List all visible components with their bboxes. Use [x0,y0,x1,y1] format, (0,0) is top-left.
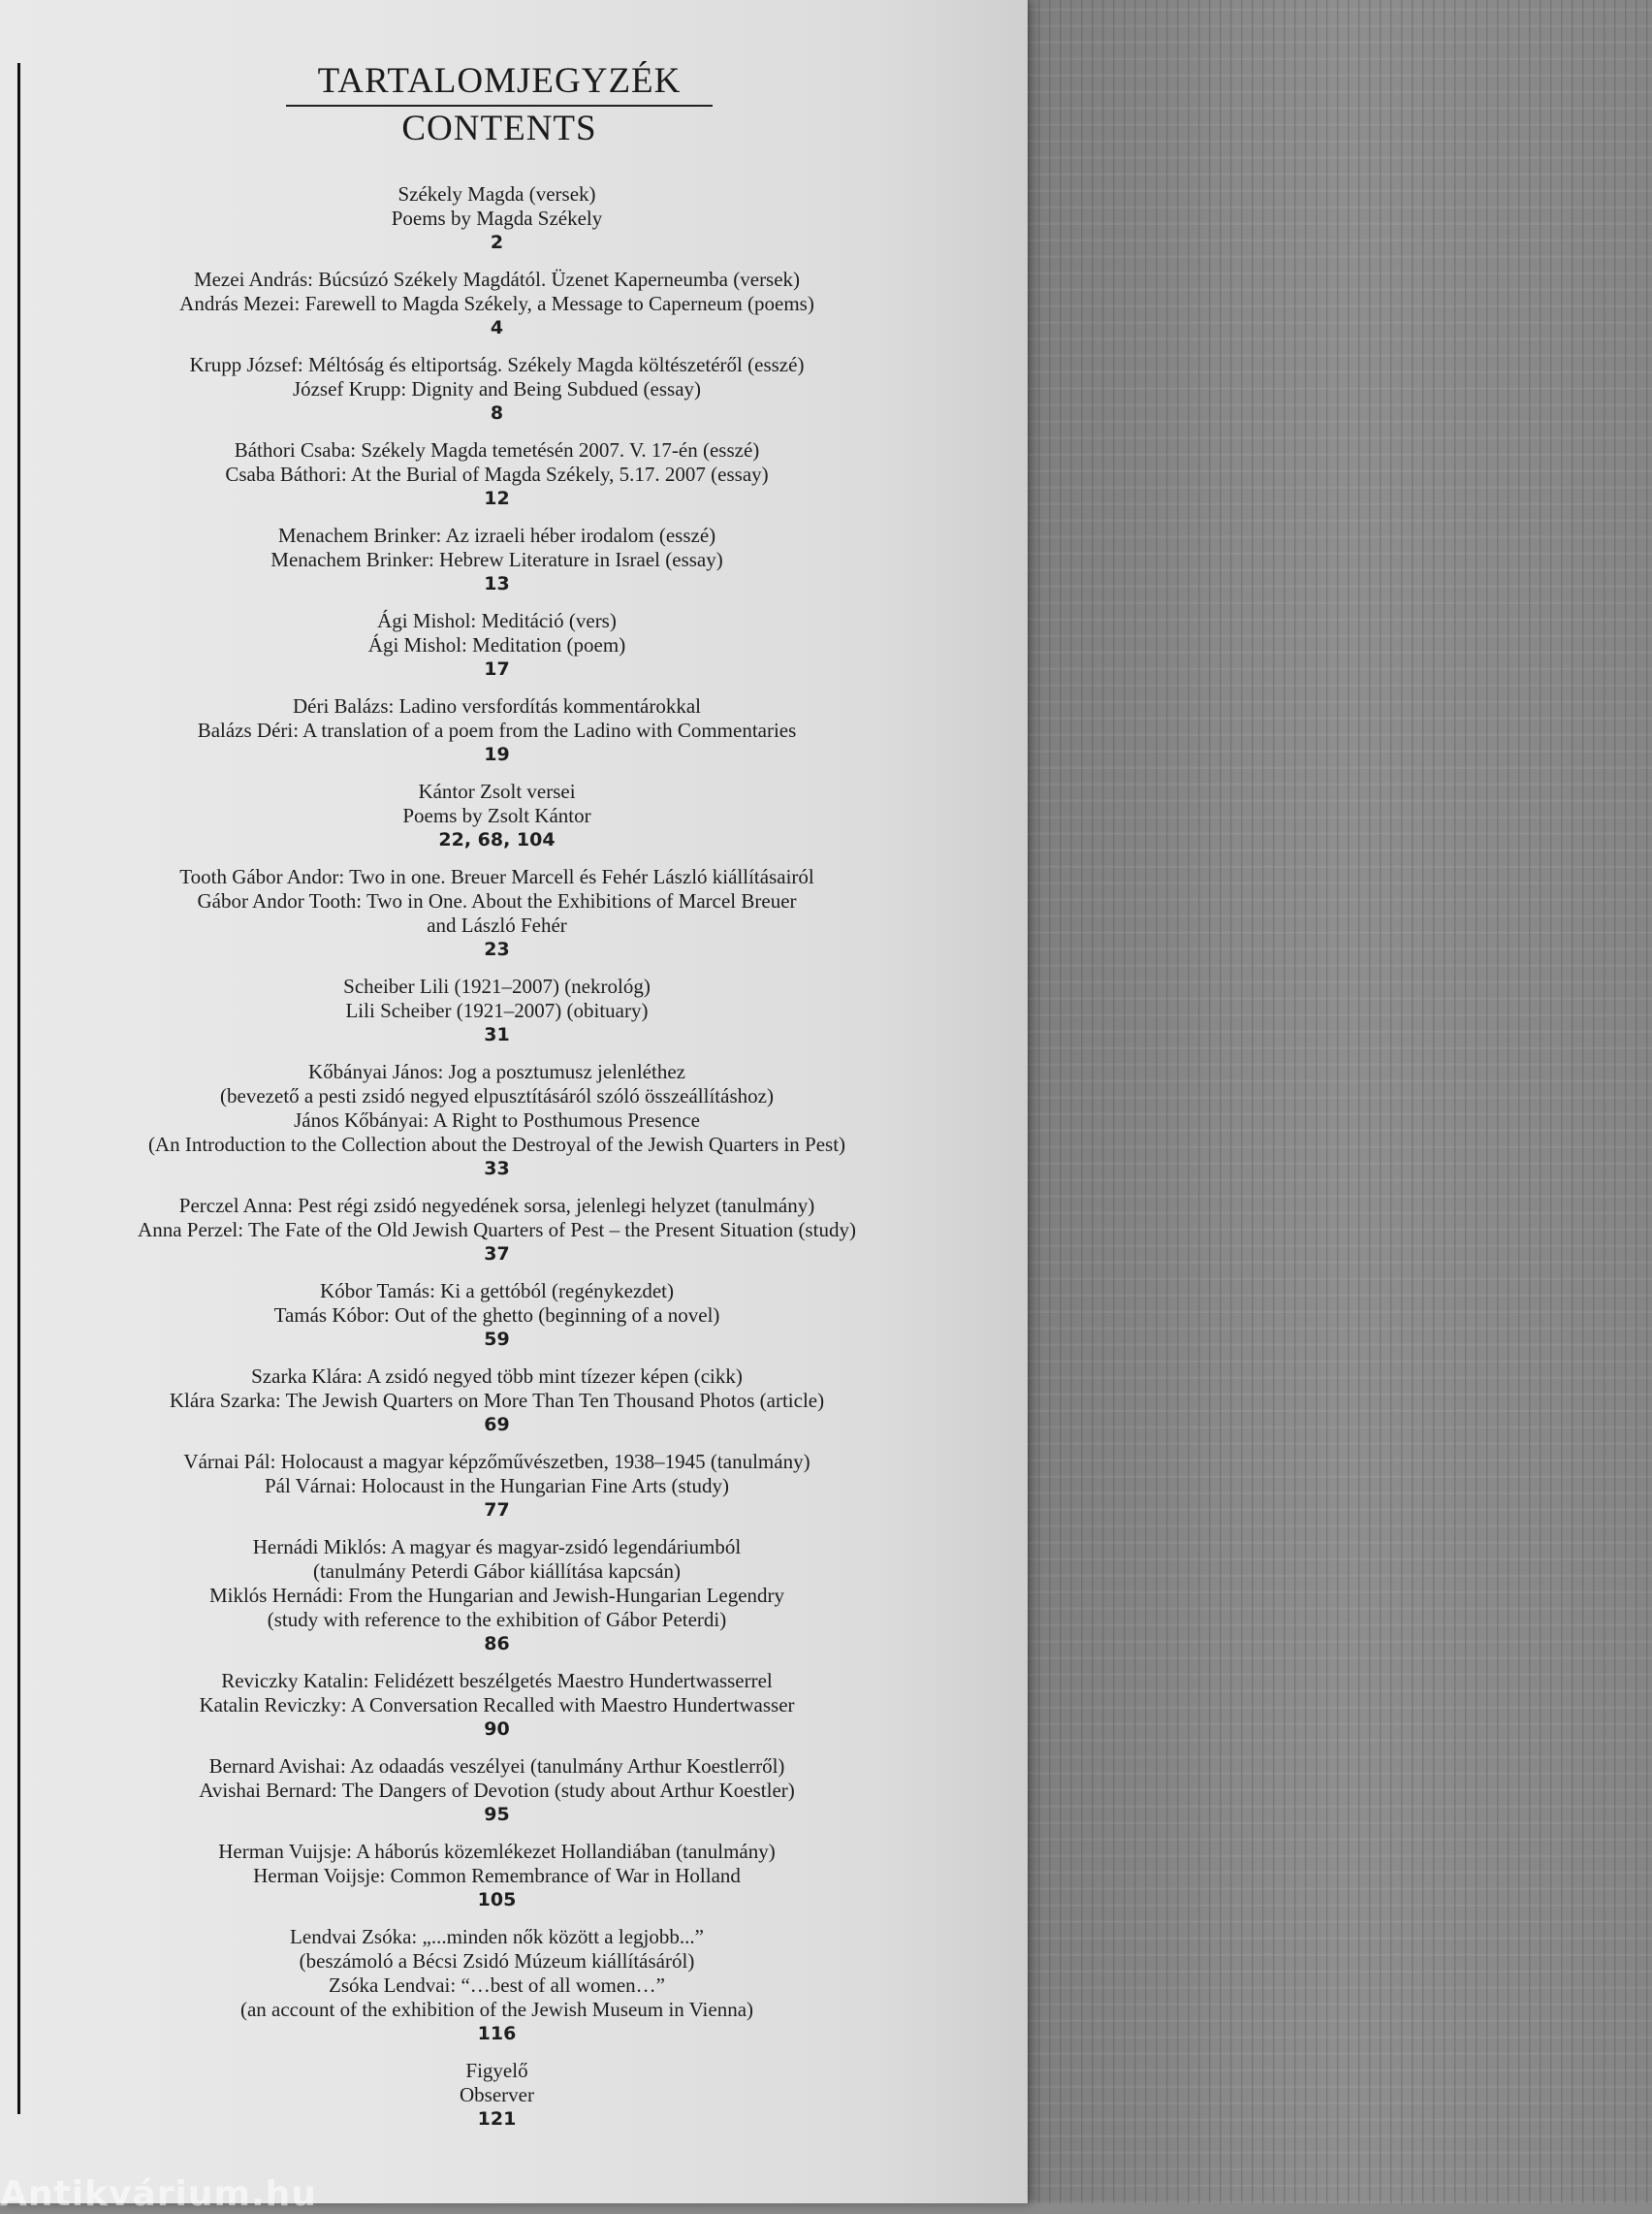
toc-entry-title-line: Kántor Zsolt versei [418,780,576,803]
toc-entry-page-number: 17 [484,658,510,680]
toc-entry-page-number: 19 [484,744,510,765]
toc-entry [39,1840,955,1911]
toc-entry [39,780,955,851]
toc-entry-title-line: Poems by Magda Székely [391,207,603,230]
toc-entry-title-line: Csaba Báthori: At the Burial of Magda Székely, 5.17. 2007 (essay) [225,463,769,486]
toc-entry-title-line: (an account of the exhibition of the Jewish Museum in Vienna) [239,1998,754,2021]
toc-entry-title-line: Székely Magda (versek) [397,182,596,206]
toc-entry [39,1194,955,1266]
toc-entry-page-number: 13 [484,573,510,594]
toc-entry-title-line: Bernard Avishai: Az odaadás veszélyei (tanulmány Arthur Koestlerről) [208,1754,785,1778]
toc-entry-title-line: Avishai Bernard: The Dangers of Devotion (study about Arthur Koestler) [199,1779,795,1802]
toc-entry-page-number: 12 [484,488,510,509]
toc-entry-title-line: Menachem Brinker: Az izraeli héber irodalom (esszé) [277,524,716,547]
toc-entry-title-line: (tanulmány Peterdi Gábor kiállítása kapcsán) [312,1559,682,1583]
toc-entry-title-line: Observer [460,2083,534,2106]
toc-entry [39,865,955,961]
toc-entry-title-line: Herman Voijsje: Common Remembrance of War in Holland [253,1864,741,1887]
toc-entry-title-line: (An Introduction to the Collection about the Destroyal of the Jewish Quarters in Pest) [147,1133,846,1156]
toc-entry-page-number: 86 [484,1633,510,1654]
toc-entry-title-line: Scheiber Lili (1921–2007) (nekrológ) [343,975,651,998]
toc-entry-page-number: 105 [477,1889,517,1910]
toc-entry-title-line: Katalin Reviczky: A Conversation Recalled with Maestro Hundertwasser [199,1693,795,1717]
margin-rule [17,63,20,2114]
toc-entry [39,1279,955,1351]
toc-entry-title-line: Tooth Gábor Andor: Two in one. Breuer Marcell és Fehér László kiállításairól [179,865,814,888]
toc-entry-title-line: Kóbor Tamás: Ki a gettóból (regénykezdet) [320,1279,674,1302]
toc-entry-title-line: Lili Scheiber (1921–2007) (obituary) [345,999,649,1022]
toc-entry-page-number: 22, 68, 104 [438,829,556,850]
toc-entry [39,1450,955,1522]
table-of-contents [39,182,955,2144]
toc-entry-title-line: József Krupp: Dignity and Being Subdued (essay) [292,377,702,401]
toc-entry-title-line: János Kőbányai: A Right to Posthumous Presence [294,1108,700,1132]
toc-entry-title-line: Miklós Hernádi: From the Hungarian and Jewish-Hungarian Legendry [208,1584,785,1607]
page-title-english: CONTENTS [401,109,597,148]
toc-entry-page-number: 31 [484,1024,510,1045]
page-title-hungarian: TARTALOMJEGYZÉK [286,60,713,107]
toc-entry-page-number: 69 [484,1414,510,1435]
toc-entry-title-line: Pál Várnai: Holocaust in the Hungarian Fine Arts (study) [264,1474,730,1497]
toc-entry-title-line: and László Fehér [427,914,567,937]
page-title-block [286,60,713,151]
watermark: Antikvárium.hu [0,2174,317,2214]
toc-entry-page-number: 95 [484,1804,510,1825]
toc-entry-title-line: Klára Szarka: The Jewish Quarters on More Than Ten Thousand Photos (article) [169,1389,825,1412]
toc-entry-title-line: Krupp József: Méltóság és eltiportság. Székely Magda költészetéről (esszé) [189,353,805,376]
toc-entry-page-number: 77 [484,1499,510,1521]
toc-entry-title-line: Poems by Zsolt Kántor [402,804,591,827]
toc-entry-page-number: 116 [477,2023,517,2044]
toc-entry-title-line: Herman Vuijsje: A háborús közemlékezet Hollandiában (tanulmány) [218,1840,776,1863]
toc-entry [39,1060,955,1180]
toc-entry-title-line: Reviczky Katalin: Felidézett beszélgetés Maestro Hundertwasserrel [221,1669,773,1692]
toc-entry-title-line: Szarka Klára: A zsidó negyed több mint tízezer képen (cikk) [251,1364,743,1388]
toc-entry [39,975,955,1046]
toc-entry [39,268,955,339]
toc-entry-page-number: 121 [477,2108,517,2130]
toc-entry-title-line: Báthori Csaba: Székely Magda temetésén 2007. V. 17-én (esszé) [234,438,760,462]
toc-entry-page-number: 33 [484,1158,510,1179]
toc-entry-title-line: Várnai Pál: Holocaust a magyar képzőművészetben, 1938–1945 (tanulmány) [183,1450,810,1473]
toc-entry-title-line: Gábor Andor Tooth: Two in One. About the Exhibitions of Marcel Breuer [197,889,797,913]
toc-entry [39,694,955,766]
toc-entry [39,524,955,595]
toc-entry-page-number: 8 [490,402,504,424]
toc-entry-page-number: 37 [484,1243,510,1265]
toc-entry-title-line: Figyelő [465,2059,528,2082]
toc-entry [39,1754,955,1826]
toc-entry-title-line: Kőbányai János: Jog a posztumusz jelenléthez [308,1060,685,1083]
toc-entry [39,1364,955,1436]
toc-entry [39,182,955,254]
toc-entry-title-line: Déri Balázs: Ladino versfordítás kommentárokkal [292,694,702,718]
toc-entry-title-line: (study with reference to the exhibition of Gábor Peterdi) [267,1608,727,1631]
toc-entry [39,1925,955,2045]
toc-entry-title-line: András Mezei: Farewell to Magda Székely, a Message to Caperneum (poems) [179,292,814,315]
toc-entry-title-line: Tamás Kóbor: Out of the ghetto (beginning of a novel) [273,1303,720,1327]
toc-entry [39,2059,955,2131]
background-texture [1028,0,1652,2203]
toc-entry-page-number: 23 [484,939,510,960]
toc-entry-title-line: Menachem Brinker: Hebrew Literature in Israel (essay) [270,548,723,571]
toc-entry-page-number: 90 [484,1718,510,1740]
toc-entry [39,609,955,681]
toc-entry-page-number: 59 [484,1329,510,1350]
toc-entry [39,1535,955,1655]
toc-entry-title-line: Hernádi Miklós: A magyar és magyar-zsidó legendáriumból [252,1535,742,1558]
toc-entry-title-line: Perczel Anna: Pest régi zsidó negyedének sorsa, jelenlegi helyzet (tanulmány) [178,1194,815,1217]
toc-entry [39,1669,955,1741]
toc-entry-title-line: (beszámoló a Bécsi Zsidó Múzeum kiállításáról) [299,1949,695,1973]
toc-entry-title-line: Ági Mishol: Meditáció (vers) [377,609,617,632]
toc-entry-page-number: 2 [490,232,504,253]
toc-entry-title-line: Anna Perzel: The Fate of the Old Jewish Quarters of Pest – the Present Situation (study) [138,1218,856,1241]
toc-entry-title-line: Zsóka Lendvai: “…best of all women…” [329,1973,665,1997]
toc-entry [39,353,955,425]
toc-entry-title-line: Lendvai Zsóka: „...minden nők között a legjobb...” [290,1925,704,1948]
toc-entry-title-line: Balázs Déri: A translation of a poem from the Ladino with Commentaries [197,719,797,742]
toc-entry [39,438,955,510]
toc-entry-title-line: Mezei András: Búcsúzó Székely Magdától. Üzenet Kaperneumba (versek) [193,268,801,291]
toc-entry-page-number: 4 [490,317,504,338]
toc-entry-title-line: Ági Mishol: Meditation (poem) [367,633,626,657]
toc-entry-title-line: (bevezető a pesti zsidó negyed elpusztításáról szóló összeállításhoz) [220,1084,774,1107]
